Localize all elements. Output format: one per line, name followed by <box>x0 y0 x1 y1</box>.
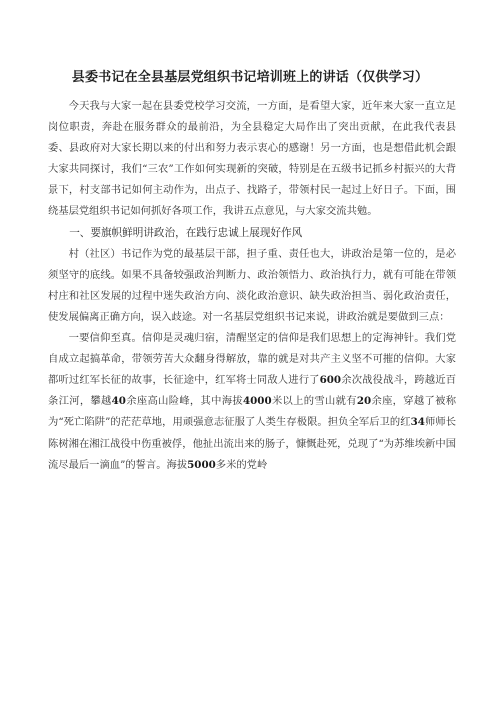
document-title: 县委书记在全县基层党组织书记培训班上的讲话（仅供学习） <box>71 70 429 85</box>
emphasized-number: 4000 <box>242 395 272 408</box>
emphasized-number: 20 <box>356 395 372 408</box>
document-body <box>48 96 456 476</box>
emphasized-number: 40 <box>111 395 126 408</box>
body-paragraph: 一要信仰至真。信仰是灵魂归宿，清醒坚定的信仰是我们思想上的定海神针。我们党自成立起搞革命，带领劳苦大众翻身得解放，靠的就是对共产主义坚不可摧的信仰。大家都听过红军长征的故事，长征途中，红军将士同敌人进行了600余次战役战斗，跨越近百条江河，攀越40余座高山险峰，其中海拔4000米以上的雪山就有20余座，穿越了被称为“死亡陷阱”的茫茫草地，用顽强意志征服了人类生存极限。担负全军后卫的红34师师长陈树湘在湘江战役中伤重被俘，他扯出流出来的肠子，慷慨赴死，兑现了“为苏维埃新中国流尽最后一滴血”的誓言。海拔5000多米的党岭 <box>48 332 457 471</box>
intro-paragraph: 今天我与大家一起在县委党校学习交流，一方面，是看望大家，近年来大家一直立足岗位职责，奔赴在服务群众的最前沿，为全县稳定大局作出了突出贡献，在此我代表县委、县政府对大家长期以来的付出和努力表示衷心的感谢！另一方面，也是想借此机会跟大家共同探讨，我们“三农”工作如何实现新的突破，特别是在五级书记抓乡村振兴的大背景下，村支部书记如何主动作为，出点子、找路子，带领村民一起过上好日子。下面，围绕基层党组织书记如何抓好各项工作，我讲五点意见，与大家交流共勉。 <box>48 100 456 218</box>
emphasized-number: 600 <box>319 374 342 387</box>
section-heading-1: 一、要旗帜鲜明讲政治，在践行忠诚上展现好作风 <box>69 226 303 239</box>
emphasized-number: 34 <box>410 416 425 429</box>
emphasized-number: 5000 <box>187 458 216 471</box>
body-paragraph: 村（社区）书记作为党的最基层干部，担子重、责任也大，讲政治是第一位的，是必须坚守的底线。如果不具备较强政治判断力、政治领悟力、政治执行力，就有可能在带领村庄和社区发展的过程中迷失政治方向、淡化政治意识、缺失政治担当、弱化政治责任，使发展偏离正确方向，误入歧途。对一名基层党组织书记来说，讲政治就是要做到三点： <box>48 247 456 323</box>
